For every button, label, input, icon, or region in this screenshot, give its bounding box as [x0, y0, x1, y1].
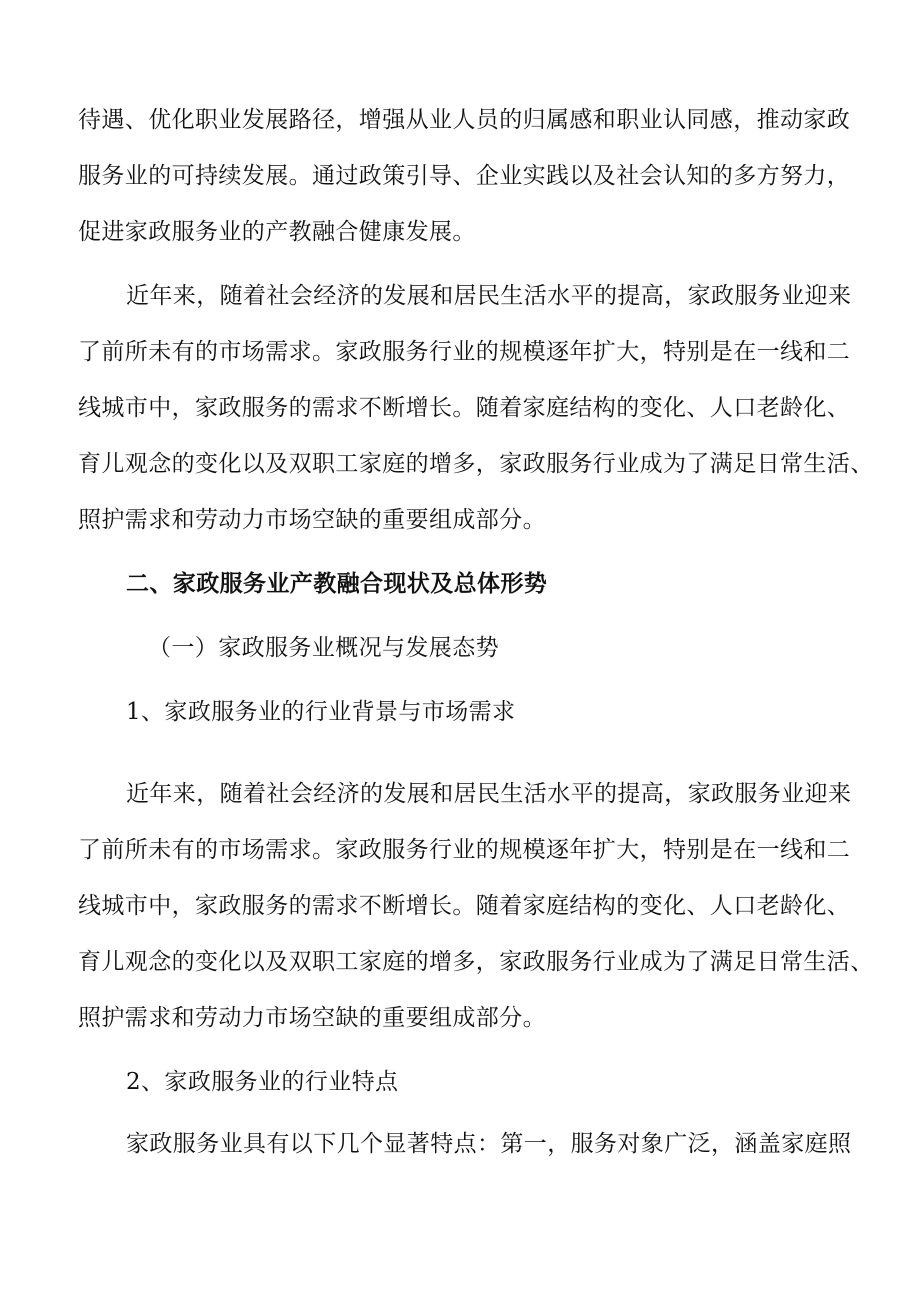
- item-heading-1: 1、家政服务业的行业背景与市场需求: [126, 699, 516, 725]
- subsection-heading: （一）家政服务业概况与发展态势: [148, 635, 499, 661]
- paragraph-3-line-1: 近年来，随着社会经济的发展和居民生活水平的提高，家政服务业迎来: [126, 781, 852, 807]
- paragraph-3-line-4: 育儿观念的变化以及双职工家庭的增多，家政服务行业成为了满足日常生活、: [78, 949, 874, 975]
- paragraph-1-line-1: 待遇、优化职业发展路径，增强从业人员的归属感和职业认同感，推动家政: [78, 107, 851, 133]
- paragraph-2-line-3: 线城市中，家政服务的需求不断增长。随着家庭结构的变化、人口老龄化、: [78, 395, 851, 421]
- paragraph-3-line-5: 照护需求和劳动力市场空缺的重要组成部分。: [78, 1005, 546, 1031]
- paragraph-3-line-3: 线城市中，家政服务的需求不断增长。随着家庭结构的变化、人口老龄化、: [78, 893, 851, 919]
- paragraph-4-line-1: 家政服务业具有以下几个显著特点：第一，服务对象广泛，涵盖家庭照: [126, 1131, 852, 1157]
- item-heading-2: 2、家政服务业的行业特点: [126, 1069, 399, 1095]
- paragraph-1-line-3: 促进家政服务业的产教融合健康发展。: [78, 219, 476, 245]
- paragraph-2-line-4: 育儿观念的变化以及双职工家庭的增多，家政服务行业成为了满足日常生活、: [78, 451, 874, 477]
- paragraph-1-line-2: 服务业的可持续发展。通过政策引导、企业实践以及社会认知的多方努力，: [78, 163, 851, 189]
- paragraph-2-line-2: 了前所未有的市场需求。家政服务行业的规模逐年扩大，特别是在一线和二: [78, 339, 851, 365]
- paragraph-2-line-5: 照护需求和劳动力市场空缺的重要组成部分。: [78, 507, 546, 533]
- paragraph-2-line-1: 近年来，随着社会经济的发展和居民生活水平的提高，家政服务业迎来: [126, 283, 852, 309]
- section-heading: 二、家政服务业产教融合现状及总体形势: [126, 570, 548, 597]
- paragraph-3-line-2: 了前所未有的市场需求。家政服务行业的规模逐年扩大，特别是在一线和二: [78, 837, 851, 863]
